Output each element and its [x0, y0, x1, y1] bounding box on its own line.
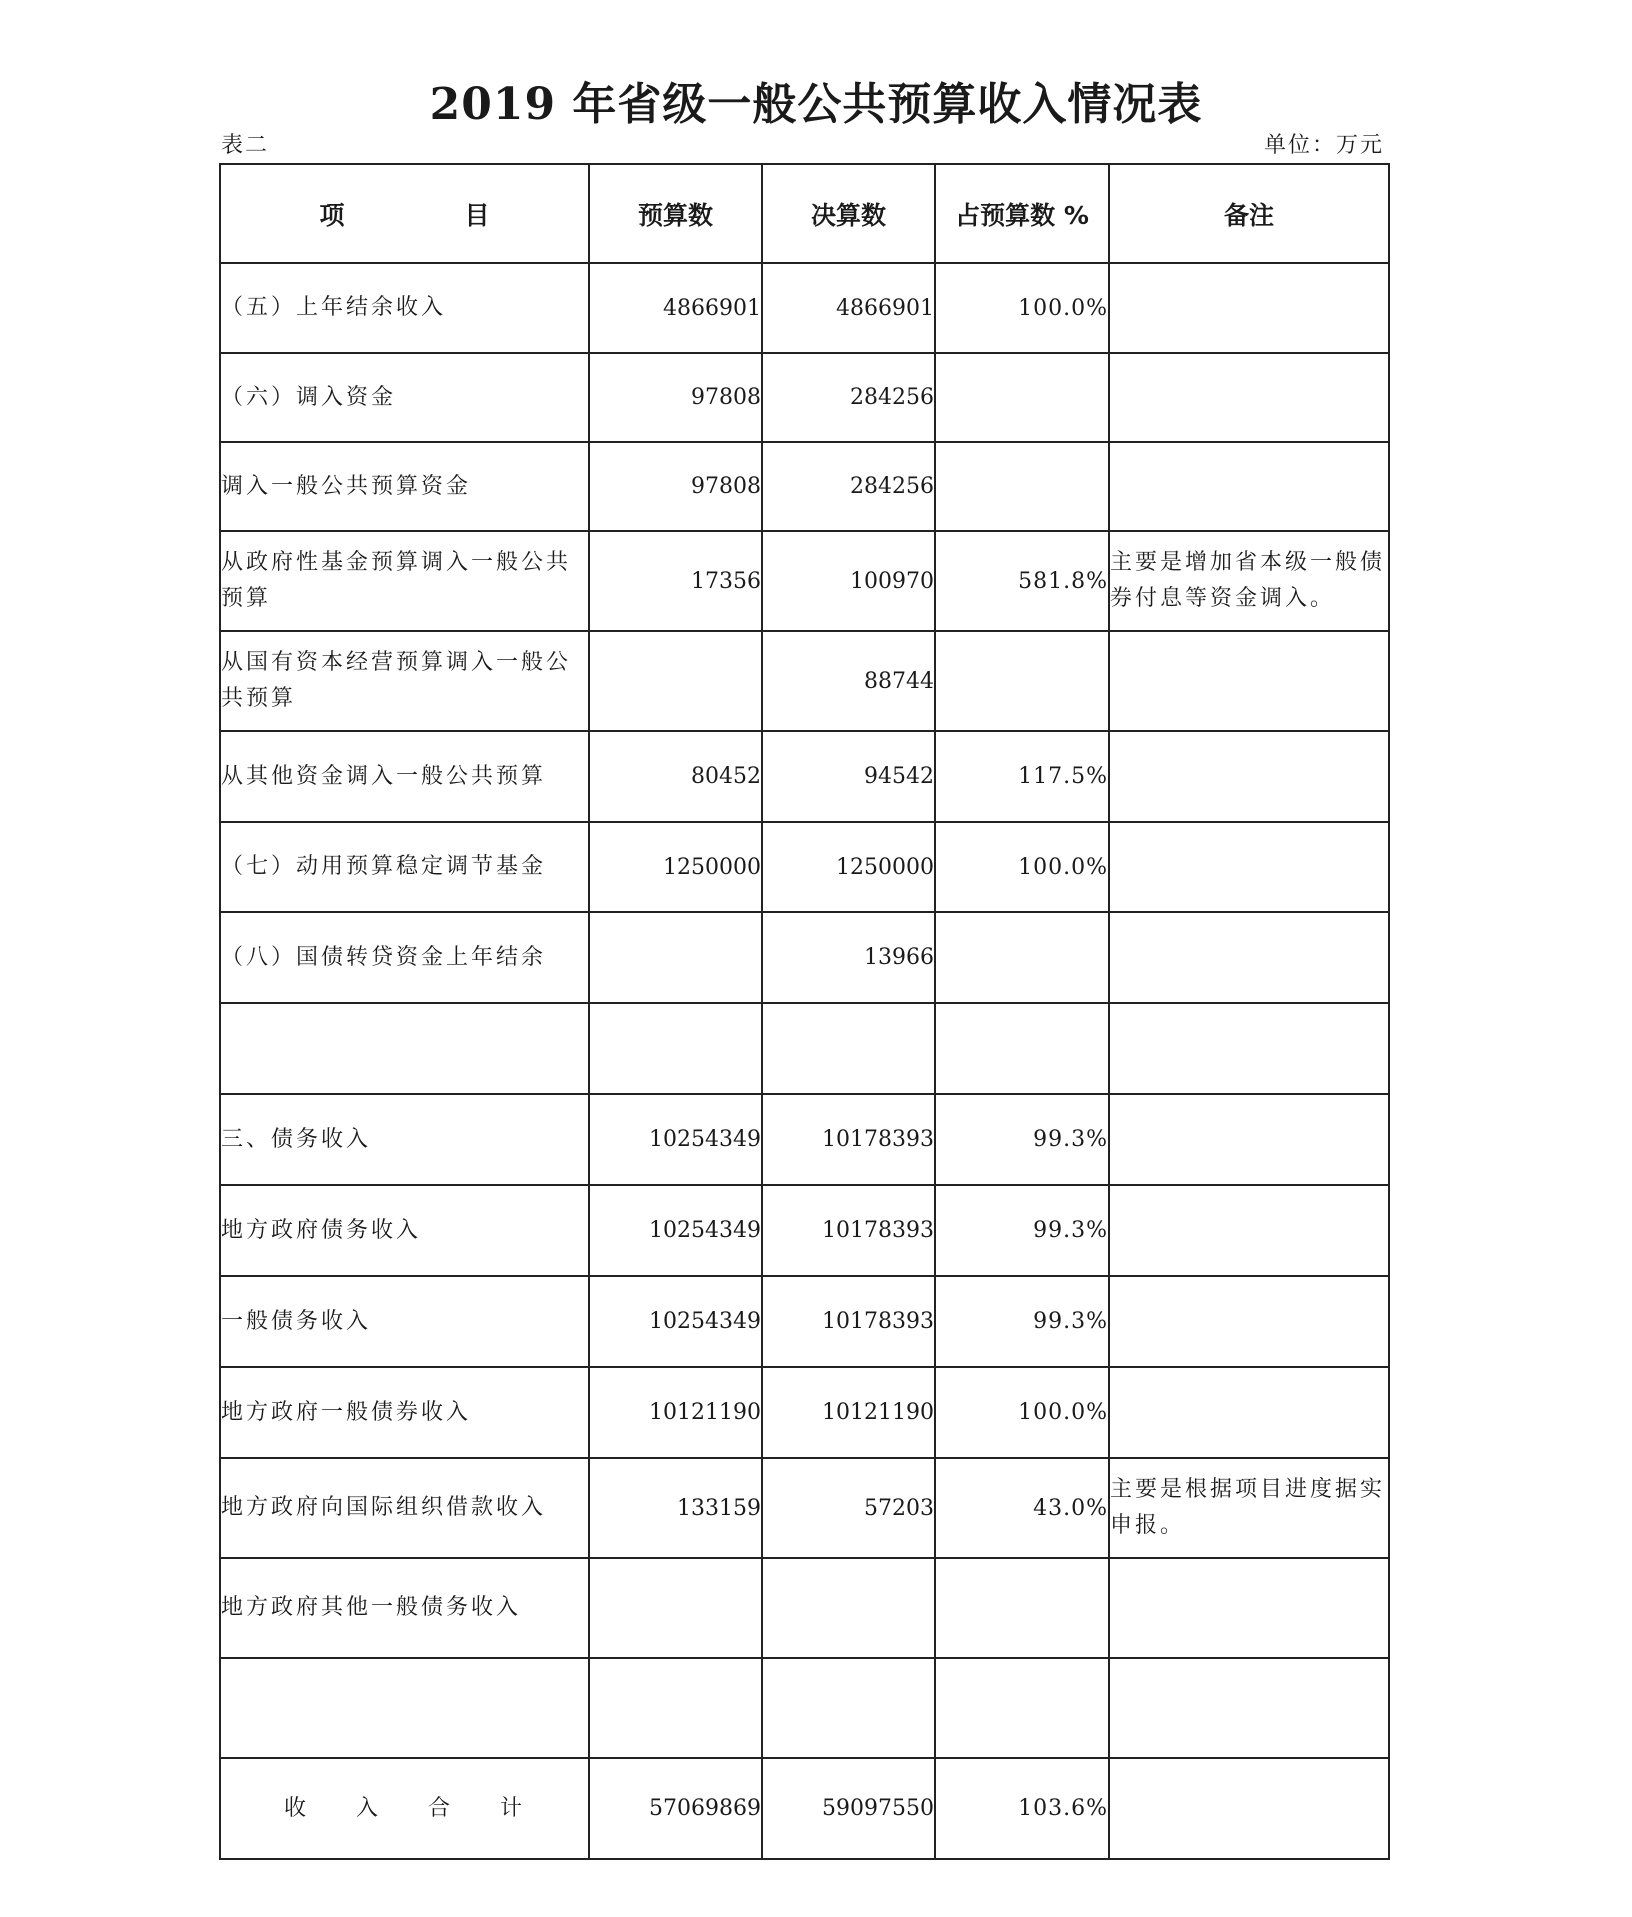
row-budget: 10121190 [589, 1367, 762, 1458]
row-final [762, 1558, 935, 1658]
row-ratio [935, 353, 1109, 442]
row-budget: 10254349 [589, 1185, 762, 1276]
total-ratio: 103.6% [935, 1758, 1109, 1859]
row-final: 4866901 [762, 263, 935, 353]
table-row [220, 1658, 1389, 1758]
row-item: 地方政府其他一般债务收入 [220, 1558, 589, 1658]
row-ratio: 99.3% [935, 1276, 1109, 1367]
row-ratio: 100.0% [935, 263, 1109, 353]
row-note [1109, 912, 1389, 1003]
table-row [220, 1185, 1389, 1276]
row-item: （五）上年结余收入 [220, 263, 589, 353]
row-note [1109, 353, 1389, 442]
header-item-a: 项 [319, 200, 345, 230]
row-item: 从国有资本经营预算调入一般公共预算 [220, 631, 589, 731]
row-item: 地方政府债务收入 [220, 1185, 589, 1276]
row-budget: 4866901 [589, 263, 762, 353]
table-row [220, 1558, 1389, 1658]
row-budget: 80452 [589, 731, 762, 822]
row-ratio: 99.3% [935, 1094, 1109, 1185]
row-item: （七）动用预算稳定调节基金 [220, 822, 589, 912]
row-item: 调入一般公共预算资金 [220, 442, 589, 531]
table-row [220, 1094, 1389, 1185]
row-note [1109, 631, 1389, 731]
row-ratio: 581.8% [935, 531, 1109, 631]
row-final: 10178393 [762, 1185, 935, 1276]
row-budget: 133159 [589, 1458, 762, 1558]
row-final: 100970 [762, 531, 935, 631]
page-title: 2019 年省级一般公共预算收入情况表 [429, 79, 1203, 130]
table-row [220, 731, 1389, 822]
row-budget: 1250000 [589, 822, 762, 912]
table-row [220, 1367, 1389, 1458]
row-budget [589, 1658, 762, 1758]
table-row [220, 353, 1389, 442]
row-ratio: 100.0% [935, 822, 1109, 912]
row-final: 10178393 [762, 1276, 935, 1367]
row-final [762, 1658, 935, 1758]
row-budget: 97808 [589, 442, 762, 531]
total-note [1109, 1758, 1389, 1859]
row-ratio [935, 1558, 1109, 1658]
total-final: 59097550 [762, 1758, 935, 1859]
row-note [1109, 1094, 1389, 1185]
header-item [220, 164, 589, 263]
row-note [1109, 822, 1389, 912]
row-note [1109, 1367, 1389, 1458]
row-note [1109, 1003, 1389, 1094]
row-final: 13966 [762, 912, 935, 1003]
total-label-char: 合 [427, 1795, 453, 1821]
row-final: 57203 [762, 1458, 935, 1558]
total-budget: 57069869 [589, 1758, 762, 1859]
total-label-char: 计 [499, 1795, 525, 1821]
row-final: 10178393 [762, 1094, 935, 1185]
header-row [220, 164, 1389, 263]
total-label [220, 1758, 589, 1859]
table-row [220, 1458, 1389, 1558]
row-budget: 97808 [589, 353, 762, 442]
total-label-char: 收 [283, 1795, 309, 1821]
row-note [1109, 1658, 1389, 1758]
row-final: 94542 [762, 731, 935, 822]
row-ratio: 100.0% [935, 1367, 1109, 1458]
row-final: 1250000 [762, 822, 935, 912]
row-ratio [935, 631, 1109, 731]
row-budget: 10254349 [589, 1276, 762, 1367]
row-note [1109, 1276, 1389, 1367]
unit-label: 单位：万元 [1263, 133, 1384, 158]
header-final: 决算数 [762, 164, 935, 263]
row-budget [589, 631, 762, 731]
row-note [1109, 442, 1389, 531]
row-budget: 10254349 [589, 1094, 762, 1185]
table-row [220, 1003, 1389, 1094]
row-ratio: 43.0% [935, 1458, 1109, 1558]
row-note [1109, 263, 1389, 353]
header-item-b: 目 [464, 200, 490, 230]
row-note [1109, 1558, 1389, 1658]
row-item: 从其他资金调入一般公共预算 [220, 731, 589, 822]
row-note [1109, 731, 1389, 822]
header-ratio: 占预算数 % [935, 164, 1109, 263]
row-final: 10121190 [762, 1367, 935, 1458]
table-row [220, 912, 1389, 1003]
row-budget [589, 1003, 762, 1094]
row-item: 地方政府一般债券收入 [220, 1367, 589, 1458]
table-row [220, 263, 1389, 353]
row-item: 一般债务收入 [220, 1276, 589, 1367]
row-note: 主要是根据项目进度据实申报。 [1109, 1458, 1389, 1558]
table-row [220, 442, 1389, 531]
row-budget: 17356 [589, 531, 762, 631]
row-final: 284256 [762, 353, 935, 442]
row-ratio: 117.5% [935, 731, 1109, 822]
row-item: 从政府性基金预算调入一般公共预算 [220, 531, 589, 631]
row-note [1109, 1185, 1389, 1276]
row-note: 主要是增加省本级一般债券付息等资金调入。 [1109, 531, 1389, 631]
total-label-char: 入 [355, 1795, 381, 1821]
row-ratio [935, 442, 1109, 531]
row-item: 地方政府向国际组织借款收入 [220, 1458, 589, 1558]
row-ratio [935, 912, 1109, 1003]
row-item [220, 1658, 589, 1758]
row-final: 284256 [762, 442, 935, 531]
table-row [220, 822, 1389, 912]
total-row [220, 1758, 1389, 1859]
revenue-table [219, 163, 1390, 1860]
table-row [220, 631, 1389, 731]
row-ratio [935, 1658, 1109, 1758]
row-item: （六）调入资金 [220, 353, 589, 442]
header-budget: 预算数 [589, 164, 762, 263]
table-id: 表二 [221, 133, 270, 158]
row-ratio [935, 1003, 1109, 1094]
row-budget [589, 912, 762, 1003]
row-budget [589, 1558, 762, 1658]
row-item [220, 1003, 589, 1094]
row-final [762, 1003, 935, 1094]
row-item: 三、债务收入 [220, 1094, 589, 1185]
row-item: （八）国债转贷资金上年结余 [220, 912, 589, 1003]
row-ratio: 99.3% [935, 1185, 1109, 1276]
header-note: 备注 [1109, 164, 1389, 263]
table-row [220, 531, 1389, 631]
row-final: 88744 [762, 631, 935, 731]
table-row [220, 1276, 1389, 1367]
